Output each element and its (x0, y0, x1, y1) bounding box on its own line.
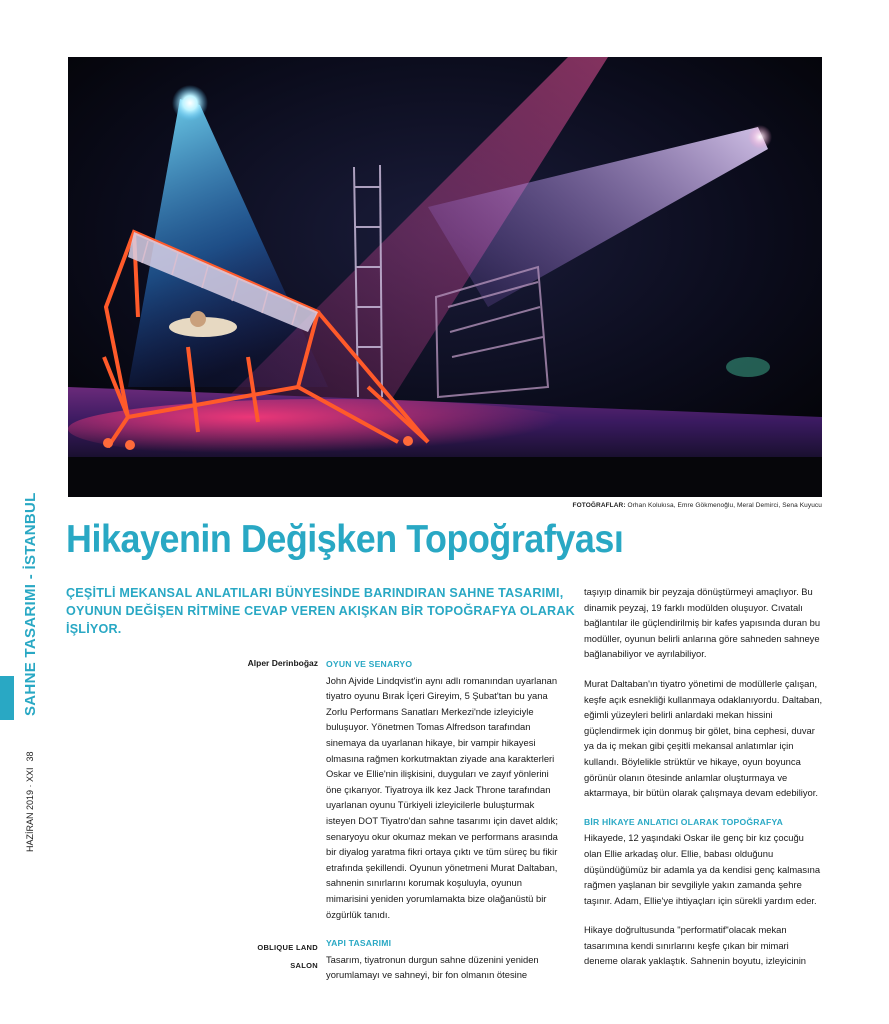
section-heading: YAPI TASARIMI (326, 938, 392, 949)
article-column-1 (326, 657, 560, 983)
photo-credit-names: Orhan Kolukısa, Emre Gökmenoğlu, Meral Demirci, Sena Kuyucu (627, 502, 822, 509)
article-author: Alper Derinboğaz (247, 658, 318, 668)
venue-name: OBLIQUE LAND (257, 943, 318, 952)
stage-photo-icon (68, 57, 822, 497)
spine-section-title: SAHNE TASARIMI - İSTANBUL (21, 492, 39, 716)
photo-credit (573, 502, 822, 509)
spine-page-number: 38 (25, 751, 35, 762)
body-paragraph: Murat Daltaban'ın tiyatro yönetimi de modüllerle çalışan, keşfe açık esnekliği kullanmaya odaklanıyordu. Daltaban, eğimli yüzeyleri belirli anlardaki mekan hissini güçlendirmek için donmuş bir gölet, bina cephesi, duvar ya da iç mekan gibi çeşitli mekansal anlatımlar için kullandı. Böylelikle strüktür ve hikaye, oyun boyunca görünür olanın ötesinde anlamlar oluşturmaya ve aktarmaya, bir bütün olarak çalışmaya devam edebiliyor. (584, 677, 823, 799)
section-body: Tasarım, tiyatronun durgun sahne düzenini yeniden yorumlamayı ve sahneyi, bir fon olmanın ötesine (326, 953, 539, 981)
section-heading: OYUN VE SENARYO (326, 659, 413, 669)
article-title: Hikayenin Değişken Topoğrafyası (66, 518, 624, 561)
spine-accent-bar (0, 676, 14, 720)
body-paragraph: Hikayede, 12 yaşındaki Oskar ile genç bir kız çocuğu olan Ellie arkadaş olur. Ellie, babası olduğunu düşündüğümüz bir adamla ya da kendisi genç kalmasına rağmen yaşlanan bir sevgiliyle yakın zamanda şehre taşınır. Adam, Ellie'ye ihtiyaçları için sürekli yardım eder. (584, 832, 821, 906)
article-column-2 (584, 584, 824, 969)
venue-type: SALON (290, 961, 318, 970)
article-lead: ÇEŞİTLİ MEKANSAL ANLATILARI BÜNYESİNDE BARINDIRAN SAHNE TASARIMI, OYUNUN DEĞİŞEN RİTMİNE CEVAP VEREN AKIŞKAN BİR TOPOĞRAFYA OLARAK İŞLİYOR. (66, 586, 575, 636)
stage-photo (68, 57, 822, 497)
section-heading: BİR HİKAYE ANLATICI OLARAK TOPOĞRAFYA (584, 816, 784, 827)
body-paragraph: Hikaye doğrultusunda "performatif"olacak mekan tasarımına kendi sınırlarını keşfe çıkan bir mimari deneme olarak yaklaştık. Sahnenin boyutu, izleyicinin (584, 924, 807, 967)
section-body: John Ajvide Lindqvist'in aynı adlı romanından uyarlanan tiyatro oyunu Bırak İçeri Gireyim, 5 Şubat'tan bu yana Zorlu Performans Sanatları Merkezi'nde izleyiciyle buluşuyor. Yönetmen Tomas Alfredson tarafından sinemaya da uyarlanan hikaye, bir vampir hikayesi olmasına rağmen korkutmaktan ziyade ana karakterleri Oskar ve Ellie'nin ilişkisini, duyguları ve zayıf yönlerini öne çıkarıyor. Tiyatroya ilk kez Jack Throne tarafından uyarlanan oyunu Türkiyeli izleyicilerle buluşturmak isteyen DOT Tiyatro'dan sahne tasarımı için davet aldık; senaryoyu okur okumaz mekan ve performans arasında bir diyalog yaratma fikri ortaya çıktı ve tüm süreç bu fikir etrafında şekillendi. Oyunun yönetmeni Murat Daltaban, sahnenin sınırlarını korumak koşuluyla, oyunun mimarisini yeniden yorumlamakta bize olağanüstü bir özgürlük tanıdı. (326, 674, 558, 920)
spine-issue: HAZİRAN 2019 · XXI (25, 767, 35, 852)
spine-label (20, 448, 40, 868)
photo-credit-label: FOTOĞRAFLAR: (572, 502, 626, 509)
body-paragraph: taşıyıp dinamik bir peyzaja dönüştürmeyi amaçlıyor. Bu dinamik peyzaj, 19 farklı modülden oluşuyor. Cıvatalı bağlantılar ile güçlendirilmiş bir kafes yapısında duran bu modüller, oyunun belirli anlarına göre sahneden sahneye bağlanabiliyor ve ayrılabiliyor. (584, 586, 821, 660)
